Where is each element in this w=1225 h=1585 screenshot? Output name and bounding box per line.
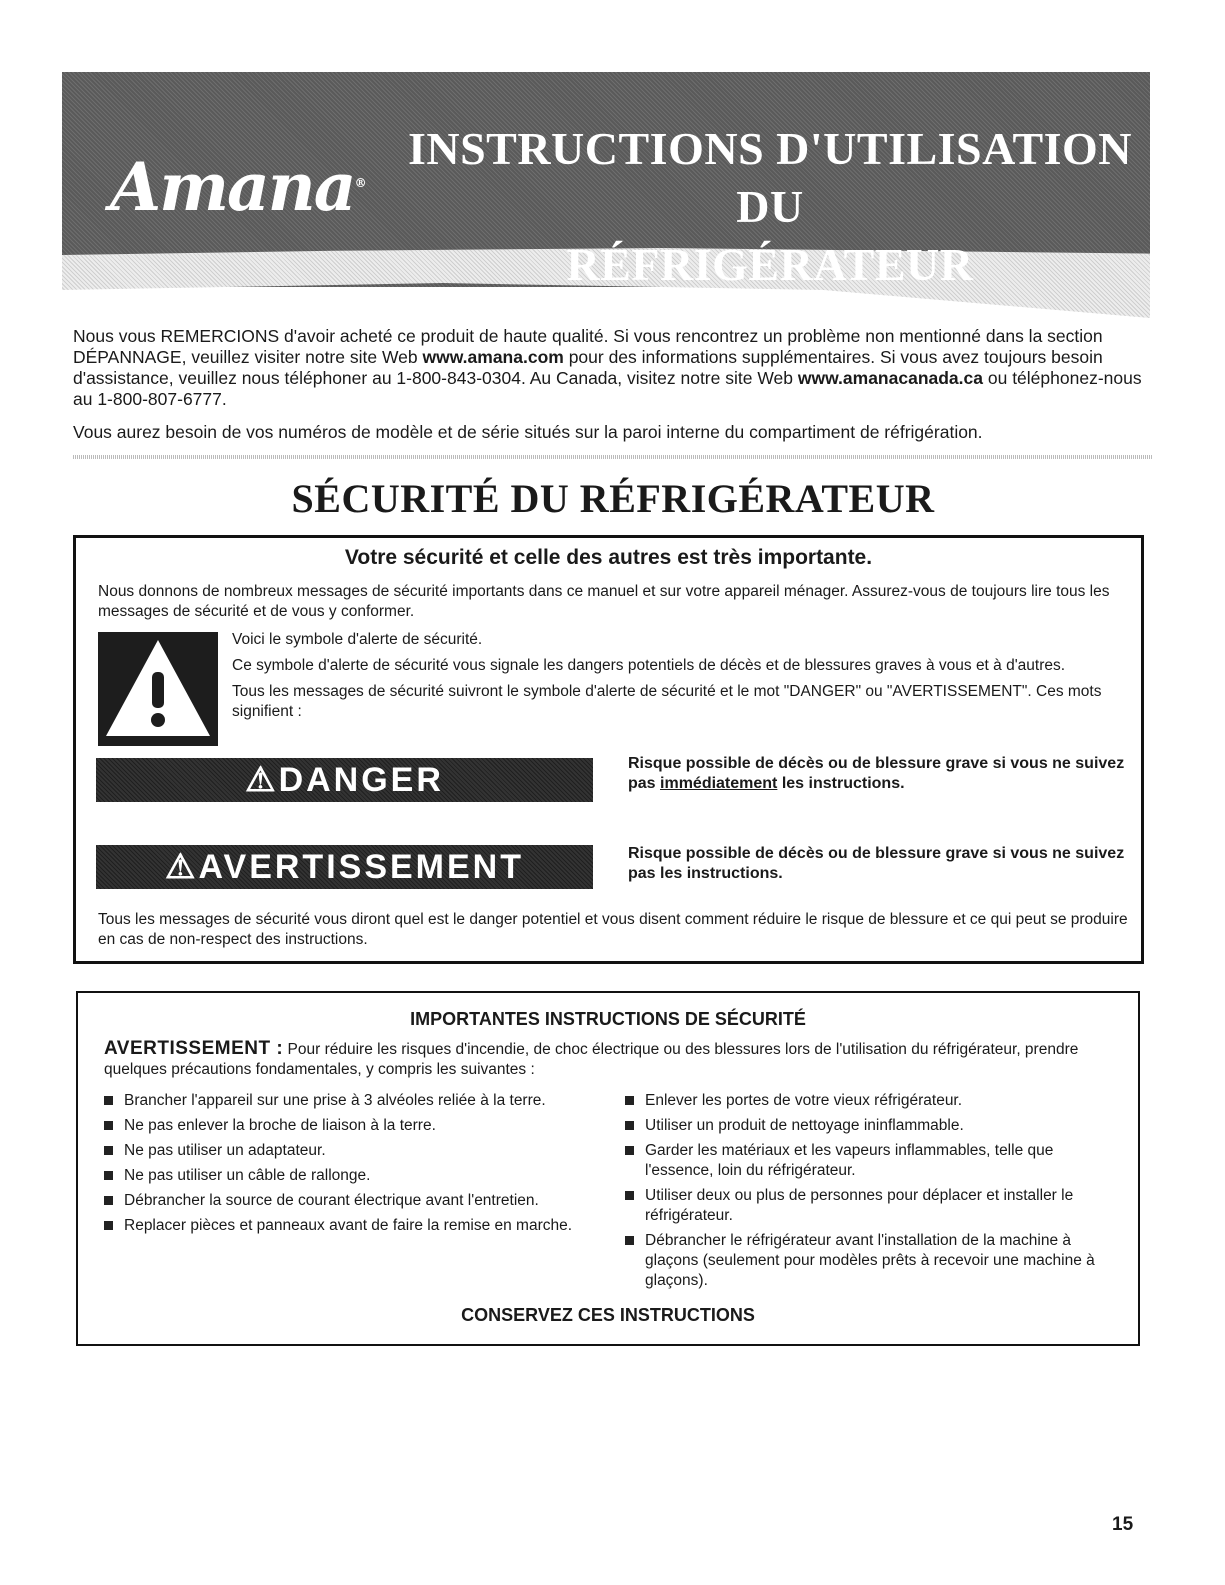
list-item [104, 1191, 584, 1211]
alert-line-1: Voici le symbole d'alerte de sécurité. [232, 631, 483, 648]
safety-heading: Votre sécurité et celle des autres est très importante. [344, 546, 873, 569]
bullet-square-icon [104, 1221, 113, 1230]
list-item [104, 1216, 584, 1236]
warning-triangle-icon: ⚠ [245, 761, 279, 799]
list-item-text: Débrancher la source de courant électrique avant l'entretien. [124, 1192, 539, 1209]
bullet-square-icon [104, 1096, 113, 1105]
list-item-text: Débrancher le réfrigérateur avant l'installation de la machine à glaçons (seulement pour modèles prêts à recevoir une machine à glaçons). [645, 1232, 1095, 1289]
alert-explanation [232, 630, 1112, 728]
intro-paragraph-1: Nous vous REMERCIONS d'avoir acheté ce produit de haute qualité. Si vous rencontrez un problème non mentionné dans la section DÉPANNAGE, veuillez visiter notre site Web www.amana.com pour des informations supplémentaires. Si vous avez toujours besoin d'assistance, veuillez nous téléphoner au 1-800-843-0304. Au Canada, visitez notre site Web www.amanacanada.ca ou téléphonez-nous au 1-800-807-6777. [73, 326, 1142, 409]
list-item [104, 1141, 584, 1161]
manual-title-line2: RÉFRIGÉRATEUR [566, 239, 974, 290]
bullet-square-icon [625, 1146, 634, 1155]
instructions-heading: IMPORTANTES INSTRUCTIONS DE SÉCURITÉ [410, 1009, 806, 1029]
list-item [104, 1116, 584, 1136]
safety-footer: Tous les messages de sécurité vous diront quel est le danger potentiel et vous disent comment réduire le risque de blessure et ce qui peut se produire en cas de non-respect des instructions. [98, 911, 1128, 948]
list-item [104, 1166, 584, 1186]
instructions-right-list [625, 1091, 1115, 1296]
intro-text [73, 326, 1153, 455]
instructions-left-list [104, 1091, 584, 1241]
list-item-text: Ne pas utiliser un câble de rallonge. [124, 1167, 371, 1184]
manual-title-line1: INSTRUCTIONS D'UTILISATION DU [407, 123, 1133, 232]
amana-canada-website-link[interactable]: www.amanacanada.ca [797, 368, 983, 388]
list-item [104, 1091, 584, 1111]
bullet-square-icon [625, 1096, 634, 1105]
instructions-warning: AVERTISSEMENT : Pour réduire les risques d'incendie, de choc électrique ou des blessures lors de l'utilisation du réfrigérateur, prendre quelques précautions fondamentales, y compris les suivantes : [104, 1038, 1079, 1078]
list-item-text: Ne pas utiliser un adaptateur. [124, 1142, 326, 1159]
brand-logo: Amana® [110, 148, 365, 226]
list-item-text: Utiliser un produit de nettoyage ininflammable. [645, 1117, 964, 1134]
alert-line-3: Tous les messages de sécurité suivront le symbole d'alerte de sécurité et le mot "DANGER" ou "AVERTISSEMENT". Ces mots signifient : [232, 683, 1102, 720]
warning-description: Risque possible de décès ou de blessure grave si vous ne suivez pas les instructions. [628, 845, 1125, 882]
list-item-text: Enlever les portes de votre vieux réfrigérateur. [645, 1092, 963, 1109]
list-item [625, 1186, 1115, 1226]
list-item-text: Brancher l'appareil sur une prise à 3 alvéoles reliée à la terre. [124, 1092, 546, 1109]
list-item [625, 1091, 1115, 1111]
instructions-footer: CONSERVEZ CES INSTRUCTIONS [461, 1305, 755, 1325]
list-item [625, 1141, 1115, 1181]
list-item-text: Ne pas enlever la broche de liaison à la terre. [124, 1117, 436, 1134]
section-title: SÉCURITÉ DU RÉFRIGÉRATEUR [291, 476, 935, 521]
bullet-square-icon [104, 1171, 113, 1180]
warning-triangle-icon: ⚠ [165, 848, 199, 886]
safety-box [73, 535, 1144, 964]
list-item [625, 1231, 1115, 1291]
amana-website-link[interactable]: www.amana.com [422, 347, 564, 367]
safety-intro: Nous donnons de nombreux messages de sécurité importants dans ce manuel et sur votre appareil ménager. Assurez-vous de toujours lire tous les messages de sécurité et de vous y conformer. [98, 583, 1110, 620]
bullet-square-icon [625, 1236, 634, 1245]
list-item-text: Garder les matériaux et les vapeurs inflammables, telle que l'essence, loin du réfrigérateur. [645, 1142, 1054, 1179]
safety-alert-icon [98, 632, 218, 746]
instructions-box [76, 991, 1140, 1346]
danger-description: Risque possible de décès ou de blessure grave si vous ne suivez pas immédiatement les instructions. [628, 755, 1125, 792]
list-item-text: Utiliser deux ou plus de personnes pour déplacer et installer le réfrigérateur. [645, 1187, 1074, 1224]
intro-paragraph-2: Vous aurez besoin de vos numéros de modèle et de série situés sur la paroi interne du compartiment de réfrigération. [73, 422, 983, 442]
bullet-square-icon [104, 1196, 113, 1205]
warning-signal-word: ⚠AVERTISSEMENT [96, 845, 593, 889]
danger-signal-word: ⚠DANGER [96, 758, 593, 802]
list-item-text: Replacer pièces et panneaux avant de faire la remise en marche. [124, 1217, 573, 1234]
bullet-square-icon [104, 1121, 113, 1130]
page-number: 15 [1112, 1514, 1134, 1535]
list-item [625, 1116, 1115, 1136]
manual-title [400, 120, 1140, 294]
bullet-square-icon [625, 1121, 634, 1130]
bullet-square-icon [625, 1191, 634, 1200]
alert-line-2: Ce symbole d'alerte de sécurité vous signale les dangers potentiels de décès et de blessures graves à vous et à d'autres. [232, 657, 1066, 674]
divider [73, 455, 1153, 459]
bullet-square-icon [104, 1146, 113, 1155]
